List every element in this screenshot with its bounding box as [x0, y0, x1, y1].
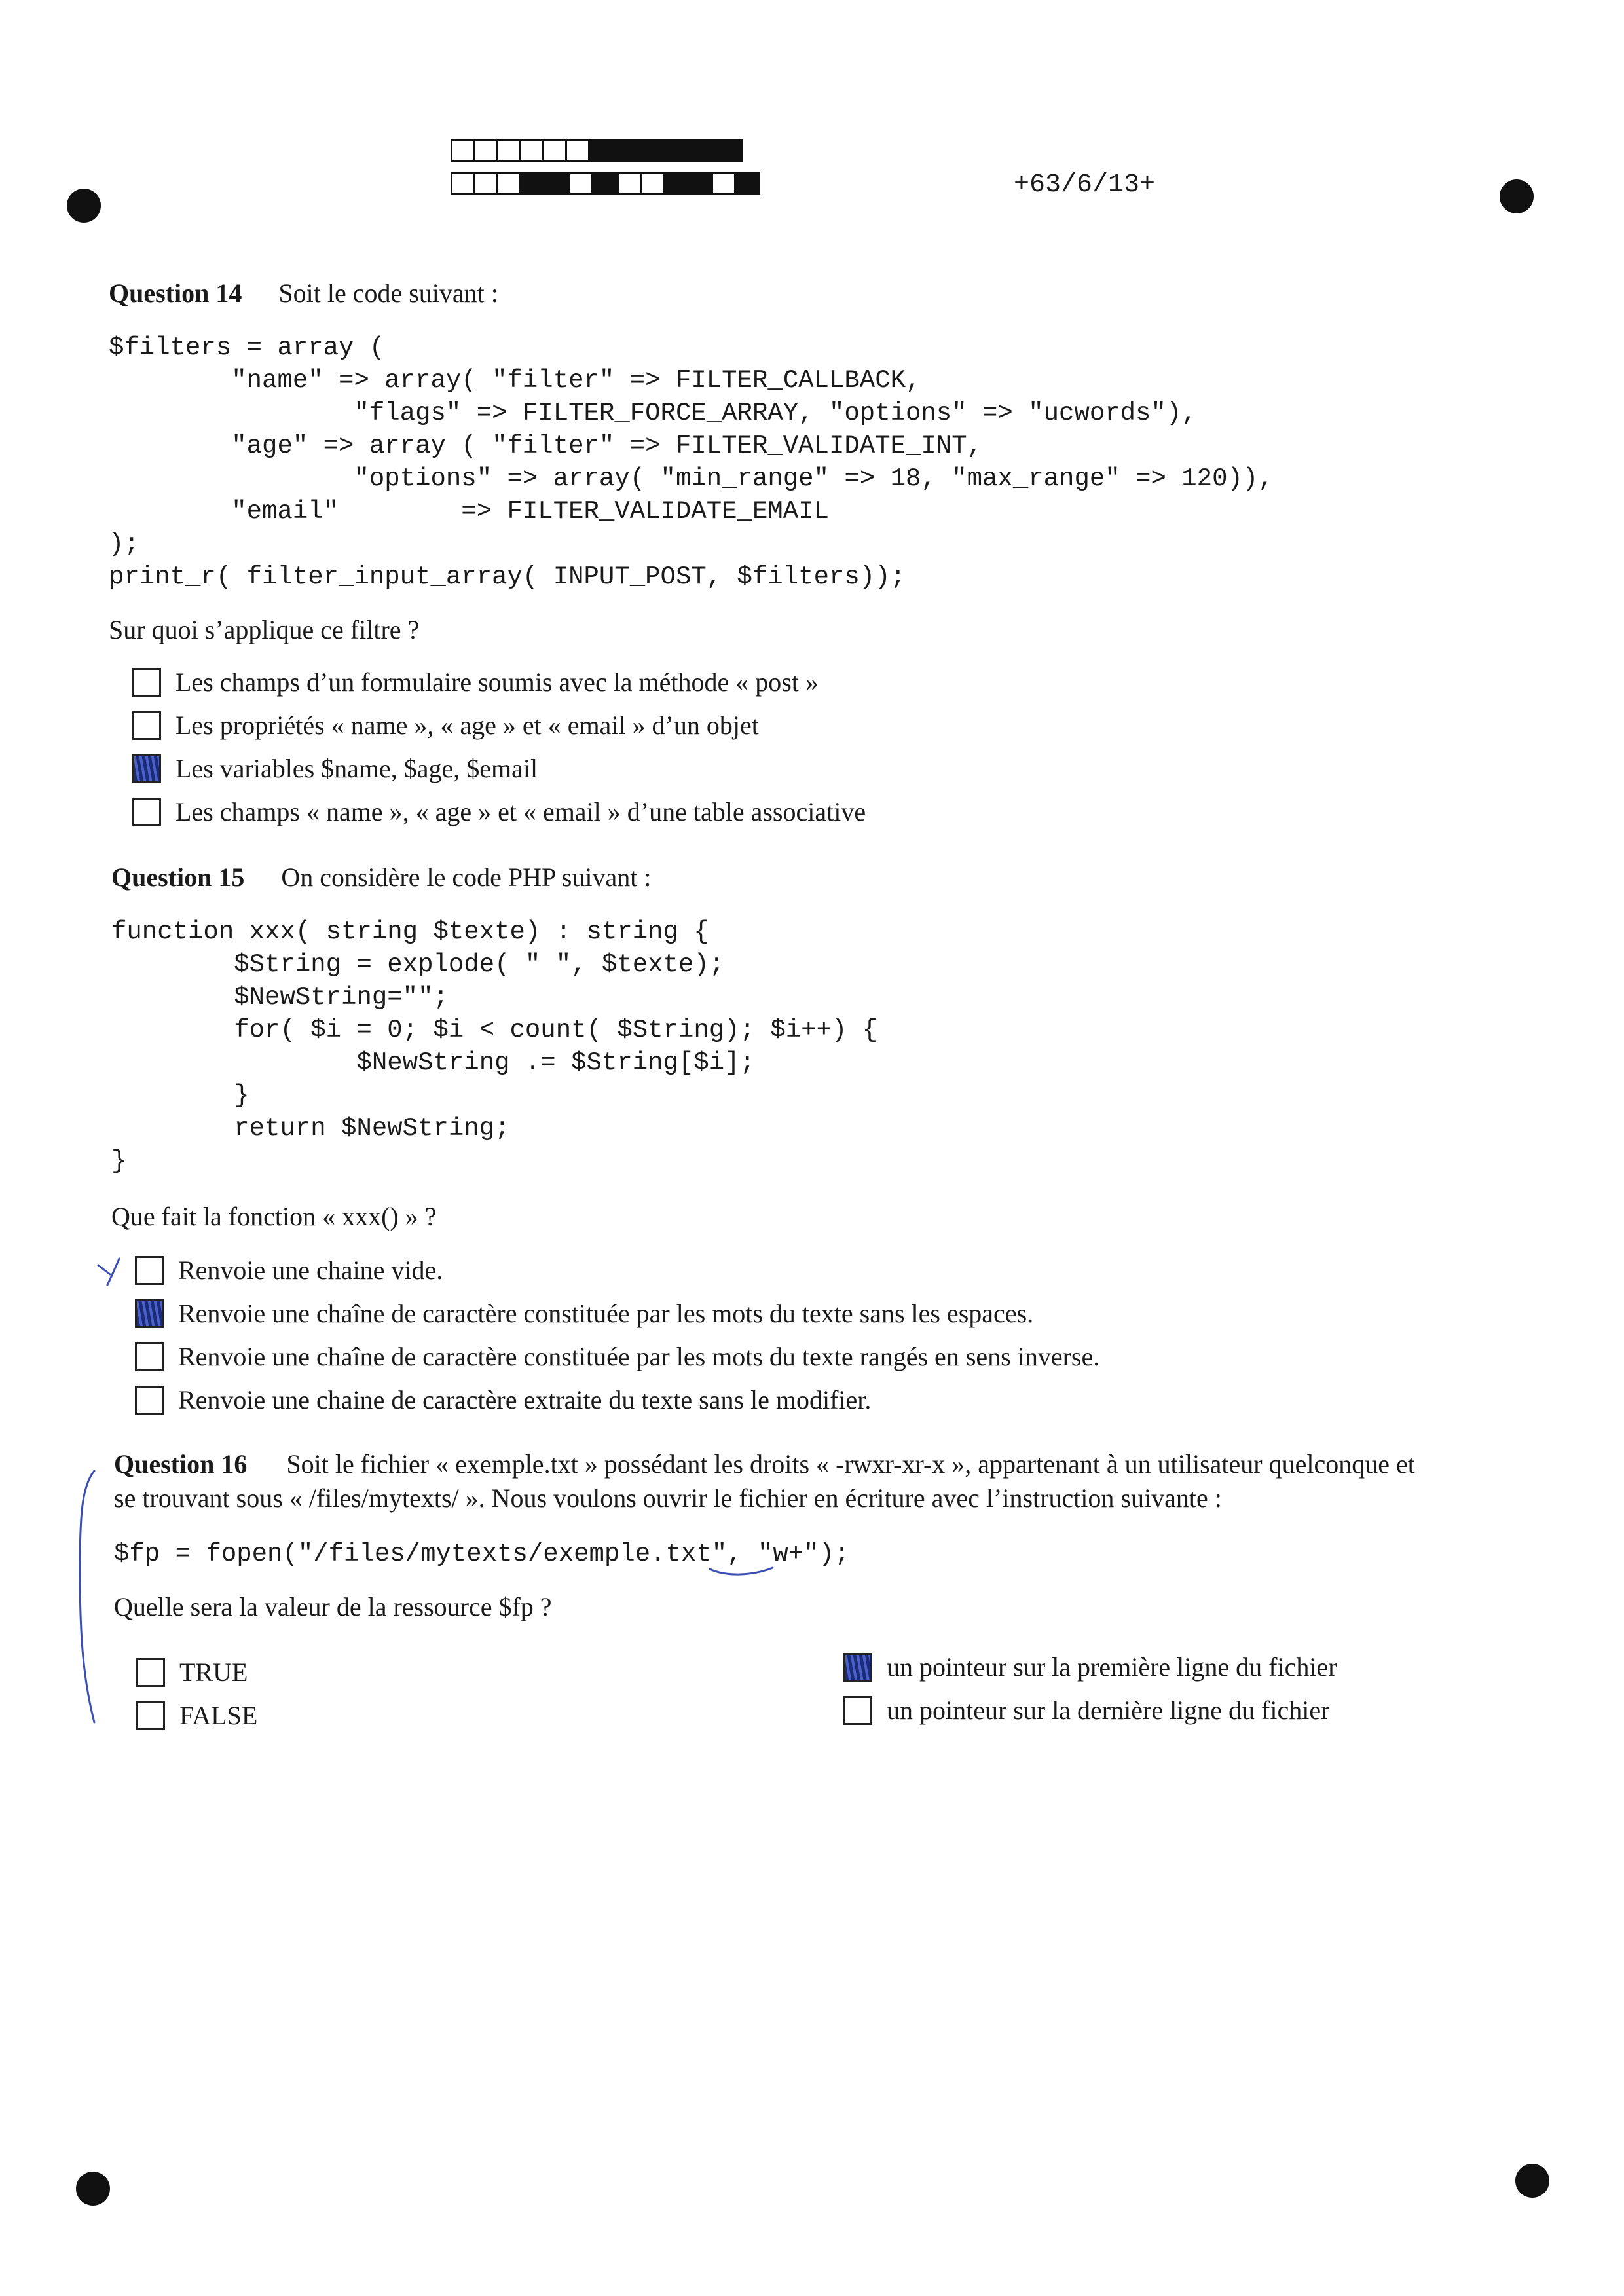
- option-label: un pointeur sur la première ligne du fichier: [887, 1652, 1337, 1682]
- checkbox[interactable]: [135, 1256, 164, 1285]
- option-label: Renvoie une chaine vide.: [178, 1255, 443, 1285]
- question-15-code: function xxx( string $texte) : string { $String = explode( " ", $texte); $NewString=""; for( $i = 0; $i < count( $String); $i++) { $NewString .= $String[$i]; } return $NewString; }: [111, 917, 878, 1176]
- question-15-option-4[interactable]: [135, 1384, 871, 1415]
- question-16-code: $fp = fopen("/files/mytexts/exemple.txt", "w+");: [114, 1540, 850, 1568]
- registration-mark-top-left: [67, 189, 101, 223]
- question-16-statement-line2: se trouvant sous « /files/mytexts/ ». Nous voulons ouvrir le fichier en écriture avec l’instruction suivante :: [114, 1483, 1222, 1513]
- question-16-title: [114, 1449, 1415, 1479]
- checkbox[interactable]: [132, 668, 161, 697]
- question-15-statement: On considère le code PHP suivant :: [281, 862, 652, 892]
- checkbox[interactable]: [135, 1342, 164, 1371]
- registration-mark-bottom-right: [1515, 2164, 1549, 2198]
- option-label: Renvoie une chaîne de caractère constituée par les mots du texte rangés en sens inverse.: [178, 1342, 1100, 1371]
- question-16-option-true[interactable]: [136, 1657, 248, 1688]
- question-16-prompt: Quelle sera la valeur de la ressource $fp ?: [114, 1592, 552, 1621]
- checkbox[interactable]: [132, 798, 161, 826]
- barcode-row-1: [451, 139, 743, 162]
- question-15-title: [111, 862, 651, 893]
- checkbox[interactable]: [136, 1701, 165, 1730]
- question-14-title: [109, 278, 498, 308]
- exam-id: +63/6/13+: [1014, 170, 1156, 200]
- question-14-option-3[interactable]: [132, 753, 538, 784]
- checkbox-checked[interactable]: [135, 1299, 164, 1328]
- checkbox-checked[interactable]: [843, 1653, 872, 1682]
- question-15-option-1[interactable]: [135, 1255, 443, 1286]
- option-label: FALSE: [179, 1701, 258, 1730]
- option-label: Les champs « name », « age » et « email » d’une table associative: [175, 797, 866, 826]
- question-16-statement-line1: Soit le fichier « exemple.txt » possédant les droits « -rwxr-xr-x », appartenant à un utilisateur quelconque et: [286, 1449, 1415, 1479]
- question-15-prompt: Que fait la fonction « xxx() » ?: [111, 1202, 437, 1231]
- barcode-row-2: [451, 172, 760, 195]
- question-15-option-2[interactable]: [135, 1298, 1033, 1329]
- option-label: Les variables $name, $age, $email: [175, 754, 538, 783]
- question-15-option-3[interactable]: [135, 1341, 1099, 1372]
- question-14-option-4[interactable]: [132, 796, 866, 827]
- checkbox[interactable]: [843, 1696, 872, 1725]
- question-16-option-false[interactable]: [136, 1700, 257, 1731]
- registration-mark-top-right: [1500, 179, 1534, 213]
- question-14-option-2[interactable]: [132, 710, 759, 741]
- option-label: TRUE: [179, 1657, 248, 1687]
- question-14-prompt: Sur quoi s’applique ce filtre ?: [109, 615, 420, 644]
- handwritten-bracket: [68, 1467, 107, 1729]
- question-16-option-first-line[interactable]: [843, 1652, 1337, 1682]
- handwritten-mark: [96, 1255, 128, 1287]
- question-15-label: Question 15: [111, 862, 245, 892]
- question-14-statement: Soit le code suivant :: [278, 278, 498, 308]
- checkbox[interactable]: [135, 1386, 164, 1415]
- option-label: Les champs d’un formulaire soumis avec la méthode « post »: [175, 667, 819, 697]
- checkbox[interactable]: [132, 711, 161, 740]
- question-16-label: Question 16: [114, 1449, 248, 1479]
- option-label: Les propriétés « name », « age » et « email » d’un objet: [175, 711, 759, 740]
- question-14-option-1[interactable]: [132, 667, 819, 697]
- option-label: Renvoie une chaîne de caractère constituée par les mots du texte sans les espaces.: [178, 1299, 1034, 1328]
- handwritten-underline: [707, 1561, 779, 1581]
- question-14-code: $filters = array ( "name" => array( "filter" => FILTER_CALLBACK, "flags" => FILTER_FORCE_ARRAY, "options" => "ucwords"), "age" => array ( "filter" => FILTER_VALIDATE_INT, "options" => array( "min_range" => 18, "max_range" => 120)), "email" => FILTER_VALIDATE_EMAIL ); print_r( filter_input_array( INPUT_POST, $filters));: [109, 333, 1274, 591]
- checkbox[interactable]: [136, 1658, 165, 1687]
- checkbox-checked[interactable]: [132, 754, 161, 783]
- registration-mark-bottom-left: [76, 2172, 110, 2206]
- question-16-option-last-line[interactable]: [843, 1695, 1329, 1726]
- option-label: Renvoie une chaine de caractère extraite du texte sans le modifier.: [178, 1385, 872, 1415]
- question-14-label: Question 14: [109, 278, 242, 308]
- option-label: un pointeur sur la dernière ligne du fichier: [887, 1695, 1330, 1725]
